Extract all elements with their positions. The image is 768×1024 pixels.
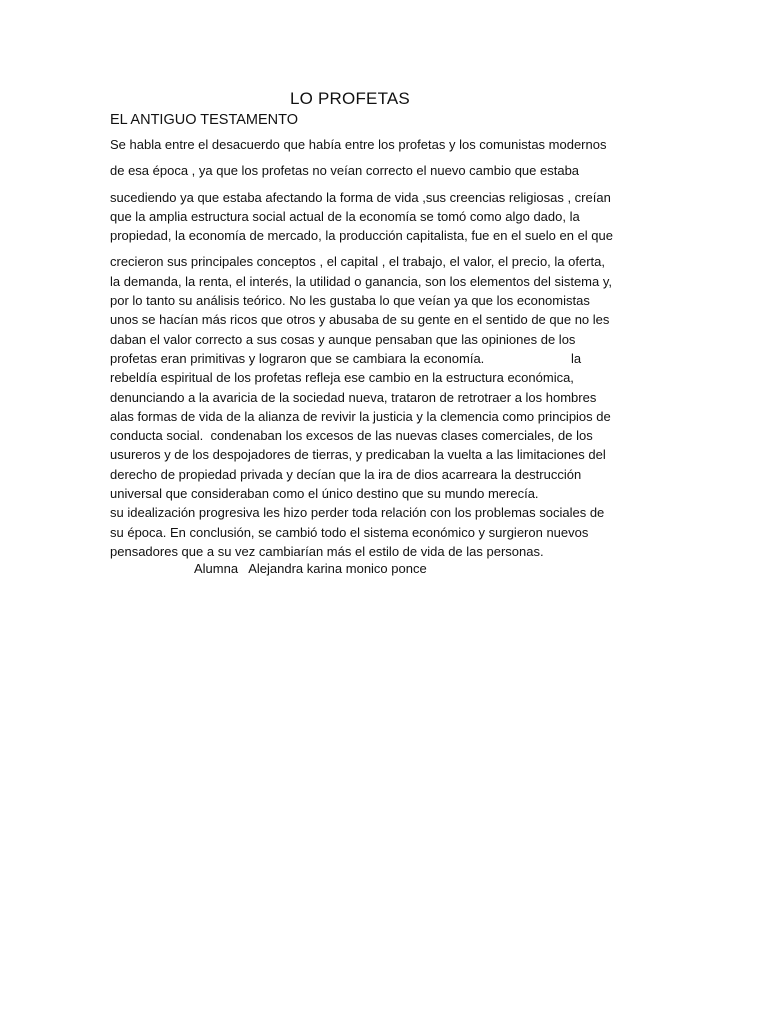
body-line: daban el valor correcto a sus cosas y aunque pensaban que las opiniones de los xyxy=(110,331,576,347)
body-line: crecieron sus principales conceptos , el capital , el trabajo, el valor, el precio, la oferta, xyxy=(110,254,605,270)
body-line: conducta social. condenaban los excesos de las nuevas clases comerciales, de los xyxy=(110,428,593,444)
body-line: unos se hacían más ricos que otros y abusaba de su gente en el sentido de que no les xyxy=(110,312,610,328)
document-title: LO PROFETAS xyxy=(290,89,410,108)
body-line: de esa época , ya que los profetas no veían correcto el nuevo cambio que estaba xyxy=(110,163,580,179)
body-line: universal que consideraban como el único destino que su mundo merecía. xyxy=(110,486,539,502)
body-line: pensadores que a su vez cambiarían más el estilo de vida de las personas. xyxy=(110,543,544,559)
body-line: Se habla entre el desacuerdo que había entre los profetas y los comunistas modernos xyxy=(110,137,607,152)
body-line: su idealización progresiva les hizo perder toda relación con los problemas sociales de xyxy=(110,505,605,521)
body-line: la demanda, la renta, el interés, la utilidad o ganancia, son los elementos del sistema y, xyxy=(110,273,612,289)
body-line: denunciando a la avaricia de la sociedad nueva, trataron de retrotraer a los hombres xyxy=(110,389,597,405)
document-subtitle: EL ANTIGUO TESTAMENTO xyxy=(110,112,298,128)
body-line: derecho de propiedad privada y decían que la ira de dios acarrearа la destrucción xyxy=(110,466,582,482)
body-line: alas formas de vida de la alianza de revivir la justicia y la clemencia como principios de xyxy=(110,408,611,424)
body-line: que la amplia estructura social actual de la economía se tomó como algo dado, la xyxy=(110,208,580,224)
body-line: sucediendo ya que estaba afectando la forma de vida ,sus creencias religiosas , creían xyxy=(110,189,611,205)
body-line: rebeldía espiritual de los profetas refleja ese cambio en la estructura económica, xyxy=(110,370,574,386)
body-line: su época. En conclusión, se cambió todo el sistema económico y surgieron nuevos xyxy=(110,524,589,540)
body-line: propiedad, la economía de mercado, la producción capitalista, fue en el suelo en el que xyxy=(110,228,613,244)
body-line: por lo tanto su análisis teórico. No les gustaba lo que veían ya que los economistas xyxy=(110,293,590,309)
document-body xyxy=(110,135,670,561)
student-signature: Alumna Alejandra karina monico ponce xyxy=(194,561,427,576)
body-line: usureros y de los despojadores de tierras, y predicaban la vuelta a las limitaciones del xyxy=(110,447,606,463)
body-line: profetas eran primitivas y lograron que se cambiara la economía. la xyxy=(110,350,582,366)
